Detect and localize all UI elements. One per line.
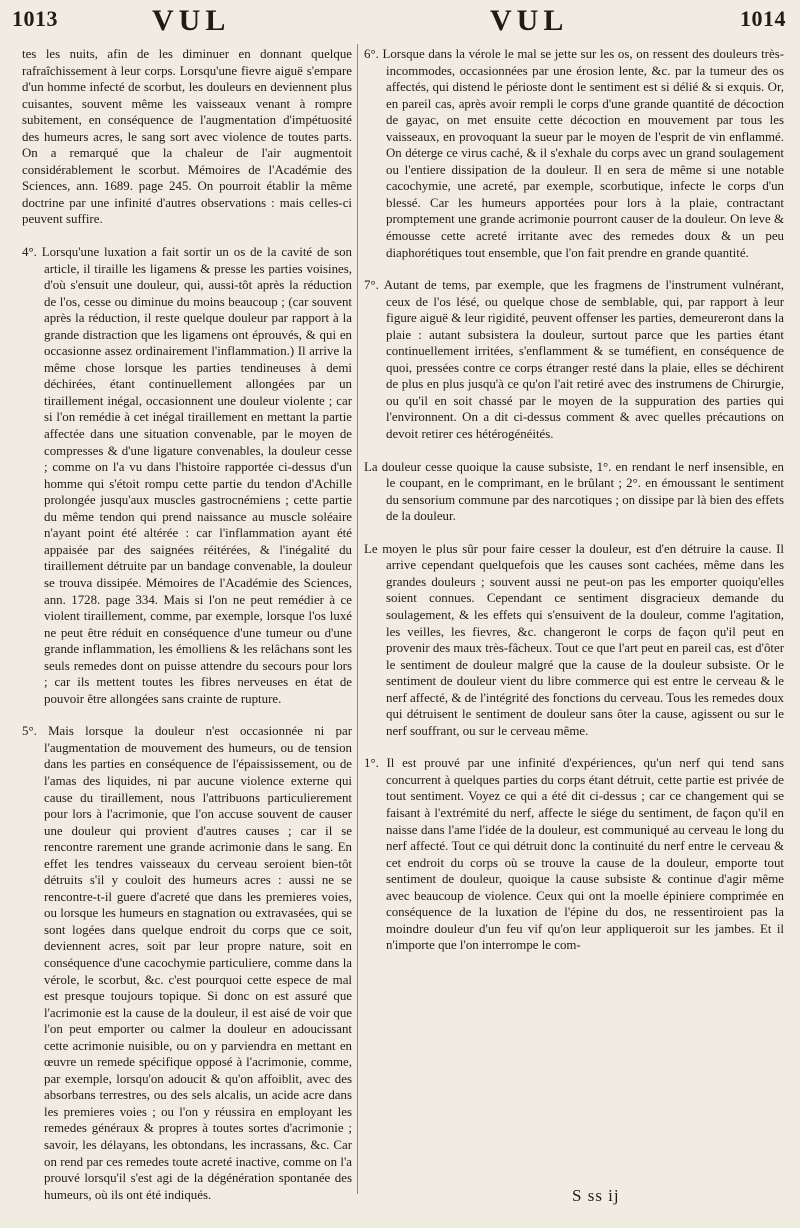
paragraph-7: 7°. Autant de tems, par exemple, que les fragmens de l'instrument vulnérant, ceux de l'os lésé, ou quelque chose de semblable, qui, par rapport à leur figure aiguë & leur rigidité, peuvent offenser les parties, demeureront dans la plaie : autant subsistera la douleur, surtout parce que les parties étant continuellement irritées, s'enflamment & se tuméfient, en conséquence de quoi, pressées contre ce corps étranger resté dans la plaie, elles se déchirent de plus en plus jusqu'à ce qu'on l'ait retiré avec des instrumens de Chirurgie, ou qu'il en soit chassé par le moyen de la suppuration des parties qui l'environnent. On a dit ci-dessus comment & avec quelles précautions on devoit retirer ces hétérogénéités. xyxy=(364,278,784,442)
left-column xyxy=(22,46,352,1219)
paragraph-5: 5°. Mais lorsque la douleur n'est occasionnée ni par l'augmentation de mouvement des humeurs, ou de tension dans les parties en conséquence de l'épaississement, ou de l'amas des liquides, ni par aucune violence externe qui cause du tiraillement, nous l'attribuons particulierement pour lors à l'acrimonie, que l'on accuse souvent de causer une douleur qui provient d'autres causes ; car il se rencontre rarement une grande acrimonie dans le sang. En effet les tendres vaisseaux du cerveau seroient bien-tôt détruits s'il y couloit des humeurs acres : aussi ne se rencontre-t-il guere d'acreté que dans les premieres voies, ou lorsque les humeurs en stagnation ou extravasées, qui se sont logées dans quelque endroit du corps que ce soit, deviennent acres, soit par leur propre nature, soit en conséquence d'une cacochymie particuliere, comme dans la vérole, le scorbut, &c. c'est pourquoi cette espece de mal est presque toujours topique. Si donc on est assuré que l'acrimonie est la cause de la douleur, il est aisé de voir que l'on peut emporter ou calmer la douleur en adoucissant cette acrimonie nuisible, ou on y parviendra en mettant en œuvre un remede spécifique opposé à l'acrimonie, comme, par exemple, lorsqu'on adoucit & qu'on affoiblit, avec des absorbans terrestres, ou des sels alcalis, un acide acre dans les premieres voies ; ou l'on y réussira en employant les remedes généraux & propres à toutes sortes d'acrimonie ; savoir, les délayans, les obtondans, les incrassans, &c. Car on rend par ces remedes toute acreté inactive, comme on l'a prouvé lorsqu'il s'est agi de la dégénération spontanée des humeurs, où ils ont été indiqués. xyxy=(22,724,352,1202)
paragraph-1: 1°. Il est prouvé par une infinité d'expériences, qu'un nerf qui tend sans concurrent à quelques parties du corps étant détruit, cette partie est privée de tout sentiment. Voyez ce qui a été dit ci-dessus ; car ce changement qui se faisant à l'extrémité du nerf, affecte le siége du sentiment, de façon qu'il en naisse dans l'ame l'idée de la douleur, est communiqué au cerveau le long du nerf affecté. Tout ce qui détruit donc la continuité du nerf entre le cerveau & cet endroit du corps où se trouve la cause de la douleur, emporte tout sentiment de douleur, quoique la cause subsiste & continue d'agir même avec beaucoup de violence. Ceux qui ont la moelle épiniere comprimée en conséquence de la luxation de l'épine du dos, ne ressentiroient pas la moindre douleur d'un feu vif qu'on leur appliqueroit sur les jambes. Et il n'importe que l'on interrompe le com- xyxy=(364,756,784,953)
running-header xyxy=(12,6,786,40)
column-divider xyxy=(357,44,358,1194)
signature-mark: S ss ij xyxy=(572,1186,620,1205)
paragraph-remedy: Le moyen le plus sûr pour faire cesser la douleur, est d'en détruire la cause. Il arrive cependant quelquefois que les causes sont cachées, même dans les grandes douleurs ; souvent aussi ne peut-on pas les emporter quoiqu'elles soient connues. Cependant ce sentiment disgracieux demande du soulagement, & les effets qui s'ensuivent de la douleur, comme l'agitation, les veilles, les fievres, &c. changeront le corps de façon qu'il peut en provenir des maux très-fâcheux. Tout ce que l'art peut en pareil cas, est d'ôter le sentiment de douleur malgré que la cause de la douleur subsiste. Or le sentiment de douleur vient du libre commerce qui est entre le cerveau & le nerf affecté, & de l'intégrité des fonctions du cerveau. Tous les remedes doux qui détruisent le sentiment de douleur sans ôter la cause, agissent ou sur le nerf souffrant, ou sur le cerveau même. xyxy=(364,541,784,738)
page-number-right: 1014 xyxy=(740,6,786,31)
running-head-right: VUL xyxy=(490,4,569,37)
paragraph-4: 4°. Lorsqu'une luxation a fait sortir un os de la cavité de son article, il tiraille les ligamens & presse les parties voisines, d'où s'ensuit une douleur, qui, aussi-tôt après la réduction de l'os, cesse ou diminue du moins beaucoup ; (car souvent après la réduction, il reste quelque douleur par rapport à la grande distraction que les ligamens ont éprouvés, & qui en occasionne assez ordinairement l'inflammation.) Il arrive la même chose lorsque les parties tendineuses à demi déchirées, étant continuellement allongées par un tiraillement inégal, occasionnent une douleur violente ; car si l'on remédie à cet inégal tiraillement en mettant la partie affectée dans une situation convenable, par le moyen de compresses & d'une ligature convenables, la douleur cesse ; comme on l'a vu dans l'histoire rapportée ci-dessus d'un homme qui s'étoit rompu cette partie du tendon d'Achille prolongée jusqu'aux muscles gastrocnémiens ; cette partie du même tendon qui prend naissance au muscle soléaire n'ayant point été altérée : car l'inflammation ayant été appaisée par des saignées réitérées, & l'inégalité du tiraillement détruite par un bandage convenable, la douleur se trouva dissipée. Mémoires de l'Académie des Sciences, ann. 1728. page 334. Mais si l'on ne peut remédier à ce violent tiraillement, comme, par exemple, lorsque l'os luxé ne peut être réduit en conséquence d'une tumeur ou d'une grande inflammation, les émolliens & les relâchans sont les seuls remedes dont on puisse attendre du secours pour lors ; car ils mettent toutes les fibres nerveuses en état de pouvoir être allongées sans crainte de rupture. xyxy=(22,245,352,706)
paragraph-6: 6°. Lorsque dans la vérole le mal se jette sur les os, on ressent des douleurs très-incommodes, occasionnées par une érosion lente, &c. par la tumeur des os affectés, qui distend le périoste dont le sentiment est si délié & si exquis. Or, en pareil cas, après avoir rempli le corps d'une grande quantité de décoction de gayac, on met ensuite cette décoction en mouvement par tous les vaisseaux, en provoquant la sueur par le moyen de l'esprit de vin enflammé. On déterge ce virus caché, & il s'exhale du corps avec un grand soulagement ou l'entiere dissipation de la douleur. Il en sera de même si une notable cacochymie, une acreté, par exemple, scorbutique, infecte le corps d'un blessé. Car les humeurs apportées pour lors à la plaie, contractant promptement une grande acrimonie pourront causer de la douleur. On leve & émousse cette acreté irritante avec des remedes doux & un peu diaphorétiques tout ensemble, que l'on fait prendre en grande quantité. xyxy=(364,47,784,260)
paragraph-cessation: La douleur cesse quoique la cause subsiste, 1°. en rendant le nerf insensible, en le coupant, en le comprimant, en le brûlant ; 2°. en émoussant le sentiment du sensorium commune par des narcotiques ; on dissipe par là bien des effets de la douleur. xyxy=(364,459,784,524)
page-number-left: 1013 xyxy=(12,6,58,31)
paragraph-continuation: tes les nuits, afin de les diminuer en donnant quelque rafraîchissement à leur corps. Lorsqu'une fievre aiguë s'empare d'un homme infecté de scorbut, les douleurs en deviennent plus cuisantes, souvent même les vaisseaux venant à rompre subitement, en conséquence de l'augmentation d'impétuosité des humeurs acres, le sang sort avec violence de toutes parts. On a remarqué que la chaleur de l'air augmentoit considérablement le scorbut. Mémoires de l'Académie des Sciences, ann. 1689. page 245. On pourroit établir la même doctrine par une infinité d'autres observations : mais celles-ci peuvent suffire. xyxy=(22,47,352,227)
right-column xyxy=(364,46,784,970)
running-head-left: VUL xyxy=(152,4,231,37)
